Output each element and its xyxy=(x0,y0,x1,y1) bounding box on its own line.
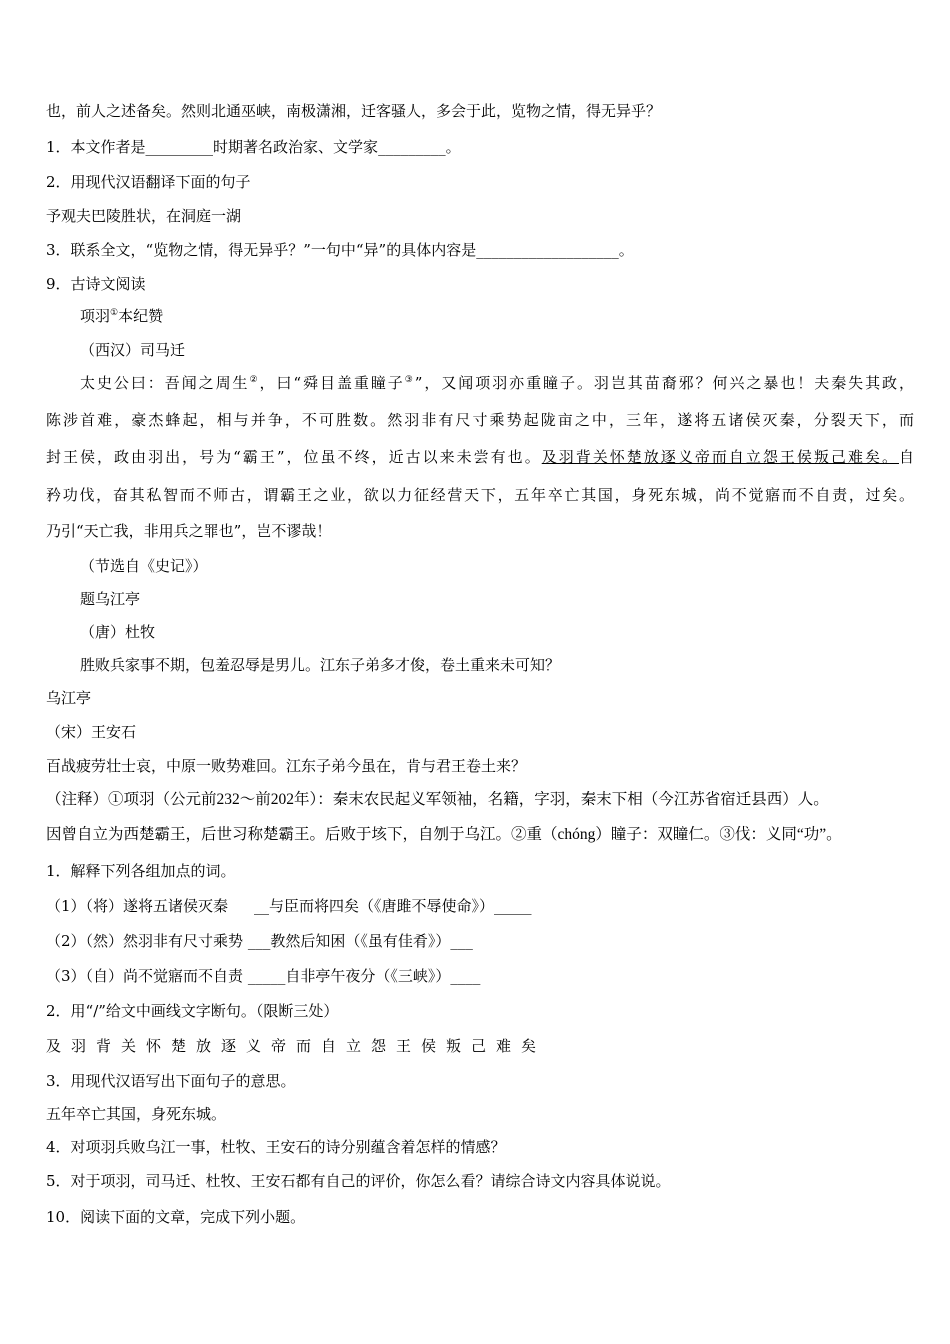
passage-line: 乃引“天亡我，非用兵之罪也”，岂不谬哉！ xyxy=(46,522,332,540)
sub-question-4: 4．对项羽兵败乌江一事，杜牧、王安石的诗分别蕴含着怎样的情感？ xyxy=(46,1138,506,1156)
question-sentence: 五年卒亡其国，身死东城。 xyxy=(46,1105,227,1123)
text: 。 xyxy=(618,241,634,259)
sub-question-3: 3．用现代汉语写出下面句子的意思。 xyxy=(46,1072,296,1090)
passage-source: （节选自《史记》） xyxy=(80,557,208,575)
underlined-passage: 及羽背关怀楚放逐义帝而自立怨王侯叛己难矣。 xyxy=(541,448,899,466)
text: 太史公曰：吾闻之周生 xyxy=(80,374,250,392)
footnote-marker: ③ xyxy=(404,375,415,385)
annotation-line: （注释）①项羽（公元前232～前202年）：秦末农民起义军领袖，名籍，字羽，秦末下相（今江苏省宿迁县西）人。 xyxy=(46,791,829,808)
text: 自 xyxy=(898,448,914,466)
text: 项羽 xyxy=(80,307,111,325)
passage-line xyxy=(80,373,914,393)
question-1 xyxy=(46,137,914,157)
answer-blank: ___________________ xyxy=(476,241,619,259)
text: 3．联系全文，“览物之情，得无异乎？”一句中“异”的具体内容是 xyxy=(46,241,477,259)
passage-line: 陈涉首难，豪杰蜂起，相与并争，不可胜数。然羽非有尺寸乘势起陇亩之中，三年，遂将五诸侯灭秦，分裂天下，而 xyxy=(46,411,914,429)
sub-question-1-item-3: （3）（自）尚不觉寤而不自责 _____自非亭午夜分（《三峡》）____ xyxy=(46,967,481,985)
footnote-marker: ② xyxy=(249,375,260,385)
answer-blank: _________ xyxy=(378,138,446,156)
passage-line: 矜功伐，奋其私智而不师古，谓霸王之业，欲以力征经营天下，五年卒亡其国，身死东城，尚不觉寤而不自责，过矣。 xyxy=(46,486,914,504)
annotation-line: 因曾自立为西楚霸王，后世习称楚霸王。后败于垓下，自刎于乌江。②重（chóng）瞳子：双瞳仁。③伐：义同“功”。 xyxy=(46,826,842,843)
text: 封王侯，政由羽出，号为“霸王”，位虽不终，近古以来未尝有也。 xyxy=(46,448,542,466)
poem-1-text: 胜败兵家事不期，包羞忍辱是男儿。江东子弟多才俊，卷土重来未可知？ xyxy=(80,656,561,674)
poem-2-author: （宋）王安石 xyxy=(46,723,137,741)
sub-question-1: 1．解释下列各组加点的词。 xyxy=(46,862,236,880)
text: ，曰“舜目盖重瞳子 xyxy=(259,374,405,392)
question-2: 2．用现代汉语翻译下面的句子 xyxy=(46,173,251,191)
poem-1-author: （唐）杜牧 xyxy=(80,623,156,641)
sub-question-1-item-2: （2）（然）然羽非有尺寸乘势 ___教然后知困（《虽有佳肴》）___ xyxy=(46,932,473,950)
answer-blank: _________ xyxy=(145,138,214,156)
question-sentence: 予观夫巴陵胜状，在洞庭一湖 xyxy=(46,207,242,225)
sub-question-5: 5．对于项羽，司马迁、杜牧、王安石都有自己的评价，你怎么看？请综合诗文内容具体说说。 xyxy=(46,1172,671,1190)
text-line: 也，前人之述备矣。然则北通巫峡，南极潇湘，迁客骚人，多会于此，览物之情，得无异乎？ xyxy=(46,102,662,120)
poem-1-title: 题乌江亭 xyxy=(80,590,141,608)
section-10-heading: 10．阅读下面的文章，完成下列小题。 xyxy=(46,1208,306,1226)
punctuation-exercise: 及羽背关怀楚放逐义帝而自立怨王侯叛己难矣 xyxy=(46,1037,547,1055)
text-1-author: （西汉）司马迁 xyxy=(80,341,186,359)
text: 本纪赞 xyxy=(118,307,164,325)
text: 。 xyxy=(445,138,461,156)
section-9-heading: 9．古诗文阅读 xyxy=(46,275,146,293)
poem-2-title: 乌江亭 xyxy=(46,689,92,707)
poem-2-text: 百战疲劳壮士哀，中原一败势难回。江东子弟今虽在，肯与君王卷土来？ xyxy=(46,757,527,775)
text: ”，又闻项羽亦重瞳子。羽岂其苗裔邪？何兴之暴也！夫秦失其政， xyxy=(414,374,914,392)
question-3 xyxy=(46,240,914,260)
text: __与臣而将四矣（《唐雎不辱使命》）_____ xyxy=(254,897,532,915)
footnote-marker: ① xyxy=(110,308,119,318)
text: 1．本文作者是 xyxy=(46,138,146,156)
text-1-title xyxy=(80,306,914,326)
text: （1）（将）遂将五诸侯灭秦 xyxy=(46,897,229,915)
text: 时期著名政治家、文学家 xyxy=(213,138,379,156)
sub-question-1-item-1 xyxy=(46,896,914,916)
passage-line xyxy=(46,447,914,467)
sub-question-2: 2．用“/”给文中画线文字断句。（限断三处） xyxy=(46,1002,339,1020)
